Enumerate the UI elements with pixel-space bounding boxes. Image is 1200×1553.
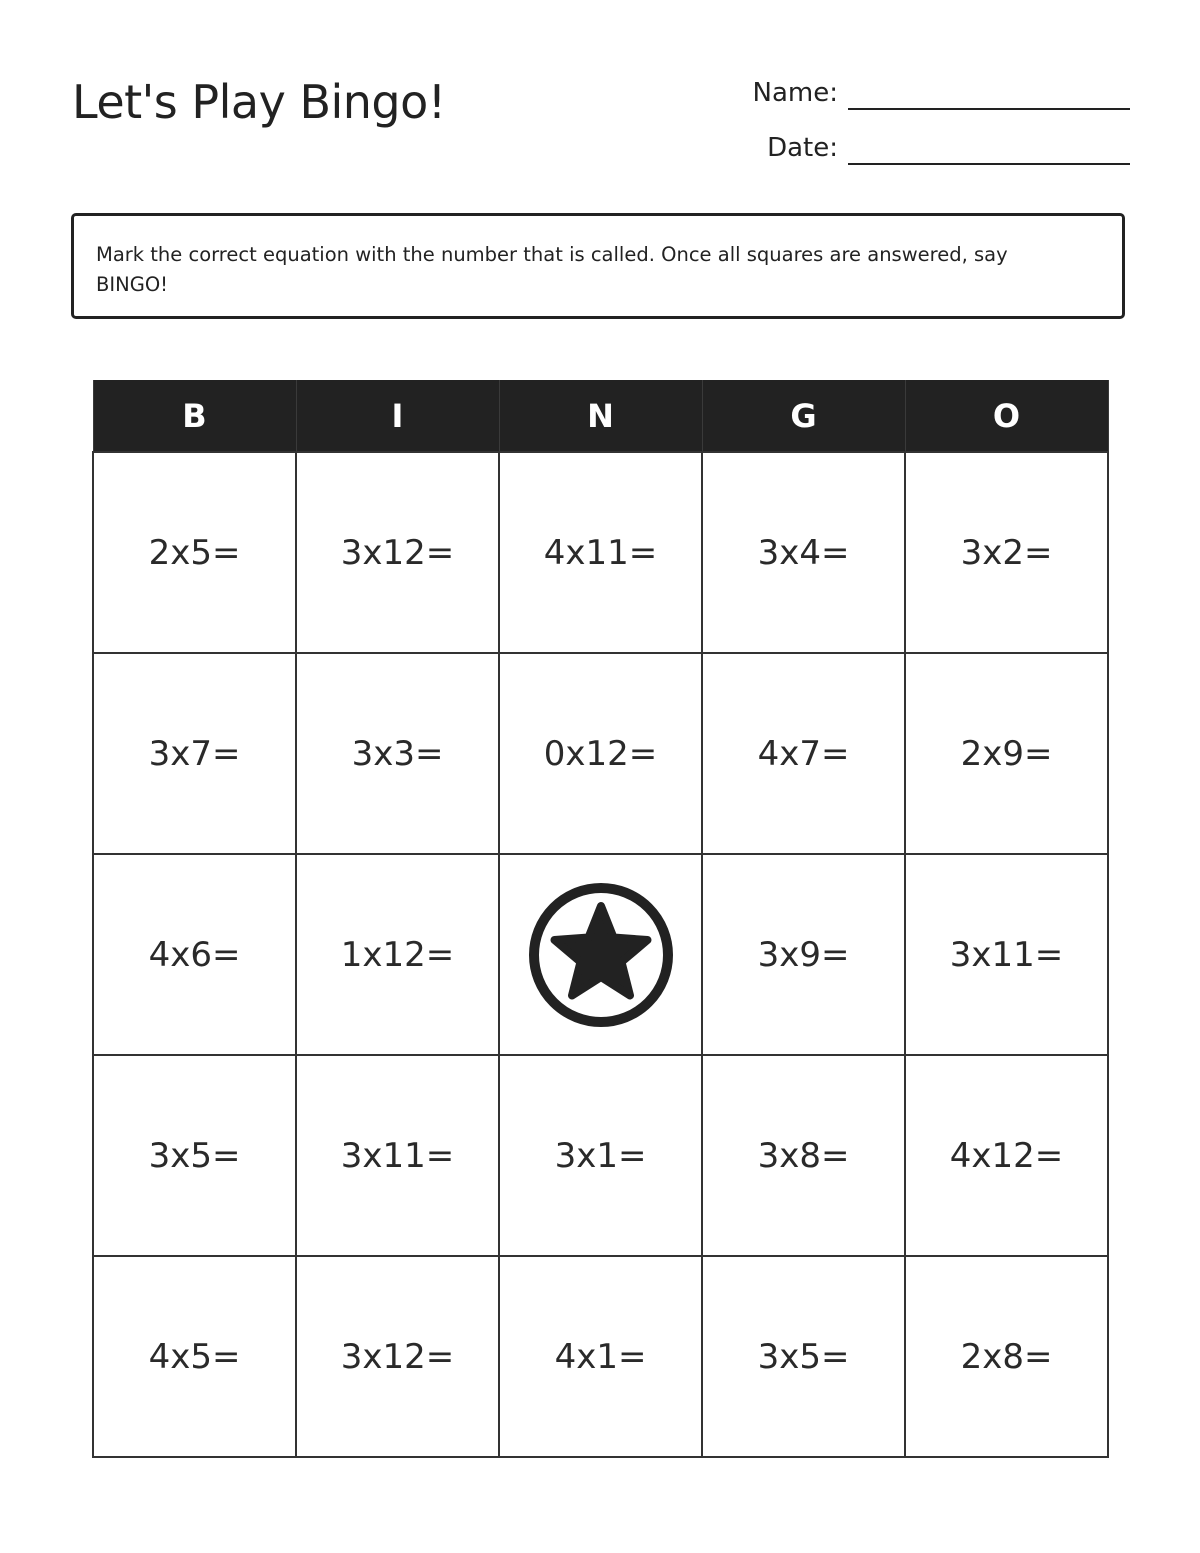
bingo-cell[interactable]: 3x12= <box>296 452 499 653</box>
bingo-cell[interactable]: 3x4= <box>702 452 905 653</box>
bingo-cell[interactable]: 2x8= <box>905 1256 1108 1457</box>
column-header-n: N <box>499 380 702 452</box>
column-header-b: B <box>93 380 296 452</box>
bingo-cell[interactable]: 3x11= <box>905 854 1108 1055</box>
bingo-cell[interactable]: 3x7= <box>93 653 296 854</box>
name-field[interactable] <box>848 76 1130 110</box>
date-field[interactable] <box>848 131 1130 165</box>
page-title: Let's Play Bingo! <box>72 75 446 129</box>
bingo-cell[interactable]: 3x11= <box>296 1055 499 1256</box>
bingo-cell[interactable]: 2x9= <box>905 653 1108 854</box>
bingo-cell[interactable]: 0x12= <box>499 653 702 854</box>
bingo-cell[interactable]: 4x6= <box>93 854 296 1055</box>
bingo-cell[interactable]: 3x3= <box>296 653 499 854</box>
star-in-circle-icon <box>526 880 676 1030</box>
bingo-cell[interactable]: 3x2= <box>905 452 1108 653</box>
bingo-cell[interactable]: 3x5= <box>702 1256 905 1457</box>
bingo-row <box>93 1055 1108 1256</box>
bingo-row <box>93 854 1108 1055</box>
bingo-row <box>93 1256 1108 1457</box>
name-label: Name: <box>752 78 838 108</box>
bingo-row <box>93 452 1108 653</box>
bingo-cell[interactable]: 1x12= <box>296 854 499 1055</box>
date-field-row <box>668 131 1130 165</box>
bingo-cell[interactable]: 3x8= <box>702 1055 905 1256</box>
bingo-cell[interactable]: 3x1= <box>499 1055 702 1256</box>
column-header-i: I <box>296 380 499 452</box>
bingo-cell[interactable]: 3x5= <box>93 1055 296 1256</box>
bingo-cell[interactable]: 2x5= <box>93 452 296 653</box>
bingo-cell[interactable]: 3x9= <box>702 854 905 1055</box>
bingo-cell[interactable]: 3x12= <box>296 1256 499 1457</box>
instructions-text: Mark the correct equation with the number that is called. Once all squares are answered, say BINGO! <box>96 243 1008 296</box>
bingo-header-row <box>93 380 1108 452</box>
bingo-cell[interactable]: 4x1= <box>499 1256 702 1457</box>
column-header-o: O <box>905 380 1108 452</box>
bingo-cell[interactable]: 4x7= <box>702 653 905 854</box>
instructions-box <box>71 213 1125 319</box>
bingo-row <box>93 653 1108 854</box>
free-space-cell[interactable] <box>499 854 702 1055</box>
name-field-row <box>668 76 1130 110</box>
bingo-cell[interactable]: 4x5= <box>93 1256 296 1457</box>
bingo-cell[interactable]: 4x12= <box>905 1055 1108 1256</box>
bingo-cell[interactable]: 4x11= <box>499 452 702 653</box>
bingo-board <box>92 380 1109 1458</box>
column-header-g: G <box>702 380 905 452</box>
date-label: Date: <box>767 133 838 163</box>
